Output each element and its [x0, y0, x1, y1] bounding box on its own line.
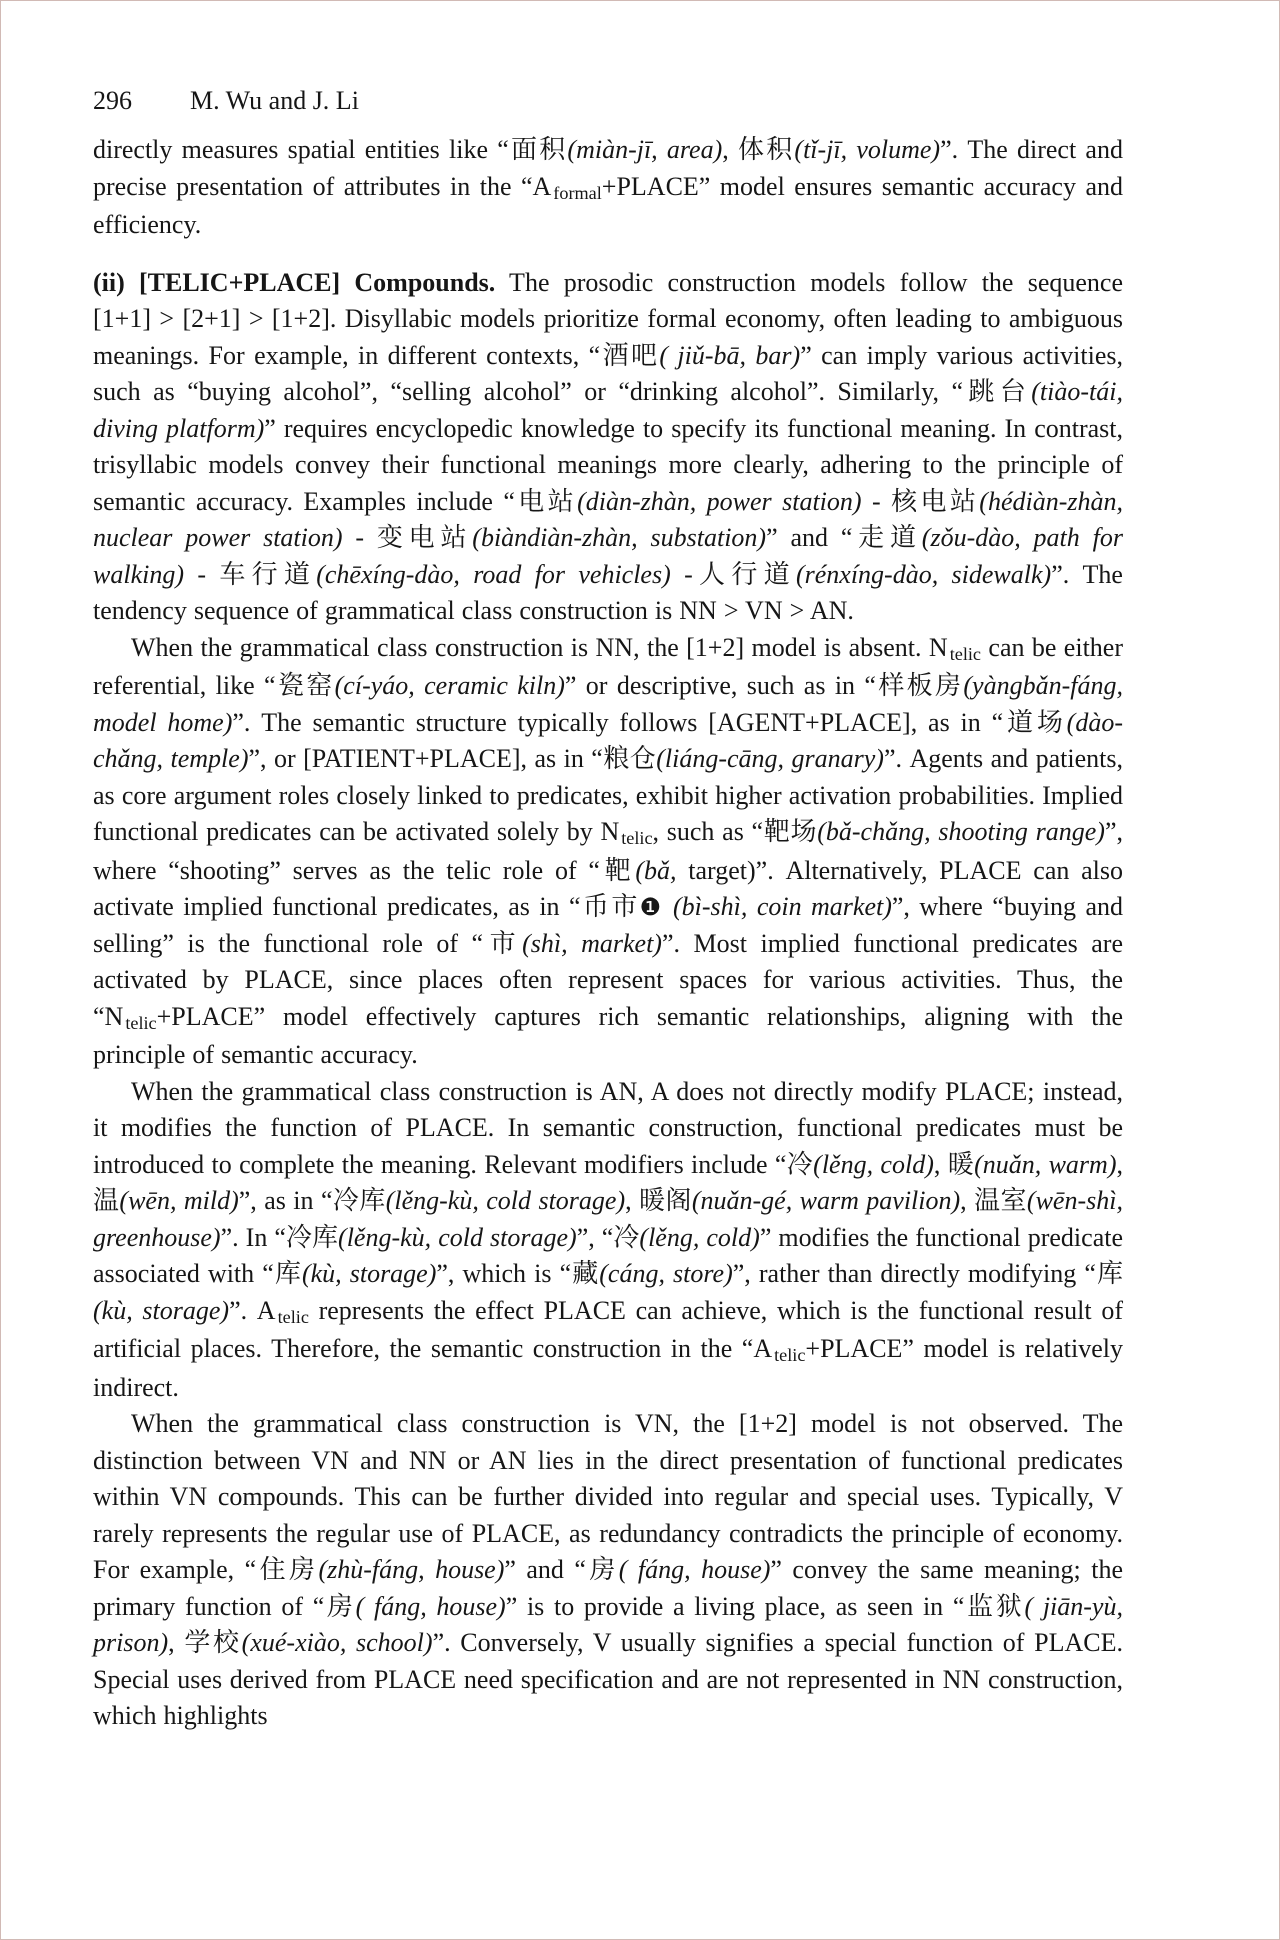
text-run: When the grammatical class construction is VN, the [1+2] model is not observed. The distinction between VN and NN or AN lies in the direct presentation of functional predicates within VN compounds. This can be further divided into regular and special uses. Typically, V rarely represents the regular use of PLACE, as redundancy contradicts the principle of economy. For example, “ — [93, 1409, 1123, 1584]
subscript-text: telic — [277, 1306, 309, 1327]
cjk-text: 温室 — [974, 1186, 1027, 1215]
cjk-text: 跳台 — [963, 377, 1032, 406]
text-run: ” requires encyclopedic knowledge to specify its functional meaning. In contrast, trisyllabic models convey their functional meanings more clearly, adhering to the principle of semantic accuracy. Examples include “ — [93, 413, 1123, 516]
text-run: , — [960, 1186, 975, 1215]
bold-heading-text: (ii) [TELIC+PLACE] Compounds. — [93, 267, 496, 297]
gloss-text: (wēn-shì, greenhouse) — [93, 1186, 1123, 1252]
footnote-marker: ❶ — [639, 893, 664, 921]
cjk-text: 监狱 — [964, 1591, 1025, 1621]
text-run: +PLACE” model is relatively indirect. — [93, 1334, 1123, 1402]
cjk-text: 酒吧 — [600, 340, 660, 370]
page-number: 296 — [93, 86, 132, 115]
text-run: represents the effect PLACE can achieve, which is the functional result of artificial places. Therefore, the semantic construction in the “A — [93, 1295, 1123, 1363]
gloss-text: (lěng, cold) — [639, 1222, 760, 1252]
cjk-text: 学校 — [184, 1628, 242, 1657]
gloss-text: (kù, storage) — [301, 1259, 437, 1288]
text-run: - — [861, 486, 892, 516]
text-run: ” can imply various activities, such as “buying alcohol”, “selling alcohol” or “drinking alcohol”. Similarly, “ — [93, 340, 1123, 406]
paragraph — [93, 132, 1123, 244]
cjk-text: 样板房 — [875, 671, 964, 700]
text-run: ”. The semantic structure typically follows [AGENT+PLACE], as in “ — [232, 707, 1004, 737]
gloss-text: ( jiān-yù, prison) — [93, 1591, 1123, 1657]
text-run: ” convey the same meaning; the primary function of “ — [93, 1555, 1123, 1621]
gloss-text: (zhù-fáng, house) — [318, 1555, 505, 1584]
text-run: directly measures spatial entities like “ — [93, 135, 509, 164]
text-run: ”. Conversely, V usually signifies a special function of PLACE. Special uses derived from PLACE need specification and are not represented in NN construction, which highlights — [93, 1628, 1123, 1730]
gloss-text: (diàn-zhàn, power station) — [577, 486, 862, 516]
cjk-text: 房 — [585, 1555, 619, 1584]
text-run: +PLACE” model effectively captures rich semantic relationships, aligning with the principle of semantic accuracy. — [93, 1001, 1123, 1069]
text-run: ”, where “buying and selling” is the functional role of “ — [93, 892, 1124, 958]
subscript-text: telic — [621, 828, 653, 848]
gloss-text: (shì, market) — [522, 928, 662, 958]
text-run: ”, “ — [576, 1222, 614, 1252]
paragraph — [93, 1406, 1123, 1735]
text-run: ” and “ — [766, 523, 853, 552]
cjk-text: 道场 — [1003, 707, 1067, 737]
text-run: When the grammatical class construction is NN, the [1+2] model is absent. N — [131, 632, 948, 662]
gloss-text: (kù, storage) — [93, 1295, 230, 1325]
text-run: +PLACE” model ensures semantic accuracy and efficiency. — [93, 171, 1123, 239]
gloss-text: (tiào-tái, diving platform) — [93, 377, 1123, 443]
gloss-text: (liáng-cāng, granary) — [656, 744, 884, 773]
cjk-text: 冷库 — [285, 1222, 339, 1252]
cjk-text: 车行道 — [219, 559, 317, 589]
cjk-text: 体积 — [737, 135, 795, 164]
running-title: M. Wu and J. Li — [190, 86, 359, 115]
cjk-text: 人行道 — [692, 559, 796, 589]
cjk-text: 电站 — [514, 486, 578, 516]
text-run: ”, which is “ — [436, 1259, 572, 1288]
page-body — [93, 132, 1123, 1735]
gloss-text: (wēn, mild) — [119, 1186, 239, 1215]
gloss-text: (hédiàn-zhàn, nuclear power station) — [93, 486, 1123, 552]
cjk-text: 冷 — [613, 1222, 640, 1252]
paragraph — [93, 265, 1123, 630]
text-run: - — [342, 523, 377, 552]
text-run — [664, 892, 673, 921]
cjk-text: 瓷窑 — [275, 671, 335, 700]
gloss-text: ( fáng, house) — [355, 1591, 506, 1621]
gloss-text: (miàn-jī, area) — [567, 135, 723, 164]
gloss-text: (tǐ-jī, volume) — [794, 135, 941, 164]
text-run: ”. Most implied functional predicates are activated by PLACE, since places often represent spaces for various activities. Thus, the “N — [93, 928, 1123, 1031]
gloss-text: (lěng-kù, cold storage) — [385, 1186, 626, 1215]
text-run: , — [168, 1628, 185, 1657]
cjk-text: 暖 — [947, 1149, 975, 1179]
gloss-text: (yàngbǎn-fáng, model home) — [93, 671, 1123, 737]
cjk-text: 温 — [93, 1186, 120, 1215]
gloss-text: (bǎ-chǎng, shooting range) — [817, 817, 1105, 846]
cjk-text: 面积 — [508, 135, 568, 164]
cjk-text: 藏 — [571, 1259, 600, 1288]
gloss-text: (chēxíng-dào, road for vehicles) — [316, 559, 671, 589]
gloss-text: (lěng-kù, cold storage) — [338, 1222, 577, 1252]
text-run: The prosodic construction models follow the sequence [1+1] > [2+1] > [1+2]. Disyllabic models prioritize formal economy, often leading to ambiguous meanings. For example, in different contexts, “ — [93, 267, 1123, 370]
cjk-text: 冷库 — [332, 1186, 386, 1215]
subscript-text: telic — [125, 1012, 157, 1033]
subscript-text: formal — [553, 182, 602, 203]
cjk-text: 库 — [1095, 1259, 1123, 1288]
gloss-text: (lěng, cold) — [813, 1149, 934, 1179]
text-run: , — [933, 1149, 948, 1179]
paragraph — [93, 1074, 1123, 1407]
text-run: ”. The direct and precise presentation of attributes in the “A — [93, 135, 1123, 201]
gloss-text: (xué-xiào, school) — [241, 1628, 433, 1657]
gloss-text: (cí-yáo, ceramic kiln) — [334, 671, 565, 700]
text-run: , such as “ — [652, 817, 764, 846]
paragraph — [93, 630, 1123, 1074]
cjk-text: 变电站 — [376, 523, 473, 552]
running-header — [93, 86, 1123, 116]
gloss-text: (cáng, store) — [599, 1259, 733, 1288]
cjk-text: 粮仓 — [602, 744, 657, 773]
text-run: ” or descriptive, such as in “ — [564, 671, 876, 700]
subscript-text: telic — [774, 1345, 806, 1365]
cjk-text: 核电站 — [891, 486, 980, 516]
text-run: , — [722, 135, 738, 164]
text-run: ”, as in “ — [238, 1186, 333, 1215]
text-run: ”, where “shooting” serves as the telic role of “ — [93, 817, 1123, 885]
cjk-text: 靶场 — [763, 817, 818, 846]
text-run: ”. A — [229, 1295, 276, 1325]
text-run: When the grammatical class construction is AN, A does not directly modify PLACE; instead, it modifies the function of PLACE. In semantic construction, functional predicates must be introduced to complete the meaning. Relevant modifiers include “ — [93, 1076, 1123, 1179]
text-run: ”, rather than directly modifying “ — [732, 1259, 1096, 1288]
cjk-text: 靶 — [599, 855, 636, 885]
text-run: can be either referential, like “ — [93, 632, 1123, 700]
gloss-text: (dào-chǎng, temple) — [93, 707, 1123, 773]
gloss-text: (nuǎn-gé, warm pavilion) — [691, 1186, 961, 1215]
text-run: - — [670, 559, 693, 589]
cjk-text: 暖阁 — [639, 1186, 692, 1215]
text-run: , — [1116, 1149, 1123, 1179]
cjk-text: 走道 — [852, 523, 922, 552]
text-run: ”. Agents and patients, as core argument roles closely linked to predicates, exhibit higher activation probabilities. Implied functional predicates can be activated solely by N — [93, 744, 1123, 846]
gloss-text: (bì-shì, coin market) — [673, 892, 892, 921]
text-run: ” and “ — [504, 1555, 586, 1584]
text-run: ”. The tendency sequence of grammatical class construction is NN > VN > AN. — [93, 559, 1123, 625]
text-run: target)”. Alternatively, PLACE can also activate implied functional predicates, as in “ — [93, 855, 1123, 921]
text-run: ”, or [PATIENT+PLACE], as in “ — [248, 744, 603, 773]
gloss-text: (biàndiàn-zhàn, substation) — [472, 523, 767, 552]
gloss-text: (zǒu-dào, path for walking) — [93, 523, 1123, 589]
cjk-text: 房 — [324, 1591, 356, 1621]
gloss-text: (bǎ, — [635, 855, 677, 885]
subscript-text: telic — [949, 643, 982, 664]
text-run: ” is to provide a living place, as seen in “ — [505, 1591, 965, 1621]
cjk-text: 冷 — [786, 1149, 814, 1179]
text-run: ”. In “ — [220, 1222, 286, 1252]
text-run: , — [625, 1186, 640, 1215]
cjk-text: 币市 — [580, 892, 640, 921]
text-run: - — [184, 559, 220, 589]
gloss-text: ( jiǔ-bā, bar) — [659, 340, 801, 370]
gloss-text: ( fáng, house) — [618, 1555, 771, 1584]
text-run: ” modifies the functional predicate associated with “ — [93, 1222, 1123, 1288]
cjk-text: 住房 — [256, 1555, 319, 1584]
cjk-text: 库 — [273, 1259, 302, 1288]
gloss-text: (rénxíng-dào, sidewalk) — [795, 559, 1052, 589]
gloss-text: (nuǎn, warm) — [974, 1149, 1117, 1179]
cjk-text: 市 — [483, 928, 523, 958]
